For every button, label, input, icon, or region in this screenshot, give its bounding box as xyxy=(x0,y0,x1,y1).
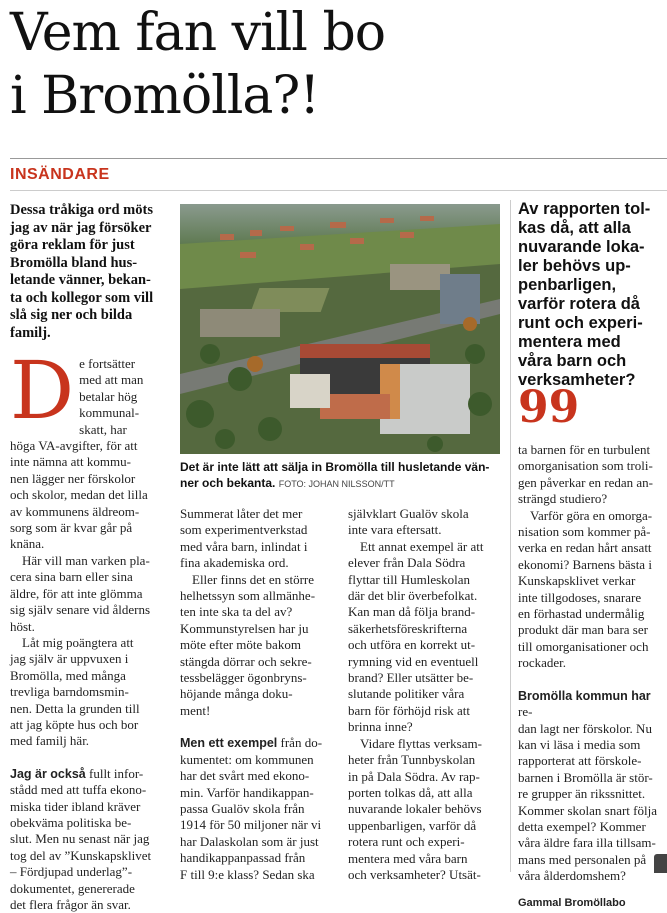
signature: Gammal Bromöllabo xyxy=(518,896,626,909)
text-line: nuvarande lokaler behövs xyxy=(348,801,482,817)
text-line: e fortsätter xyxy=(79,356,136,371)
paragraph xyxy=(518,688,667,885)
section-label: INSÄNDARE xyxy=(10,166,110,183)
text-line: min. Varför handikappan- xyxy=(180,784,314,800)
text-line: brinna inne? xyxy=(348,719,413,735)
text-line: har Dalaskolan som är just xyxy=(180,833,319,849)
text-line: Vidare flyttas verksam- xyxy=(360,735,482,751)
text-line: uppenbarligen, varför då xyxy=(348,817,477,833)
paragraph xyxy=(518,442,667,508)
text-line: Här vill man varken pla- xyxy=(22,552,150,568)
text-line: mans med personalen på xyxy=(518,851,647,867)
text-line: inte nämna att kommu- xyxy=(10,454,131,470)
text-line: stådd med att tuffa ekono- xyxy=(10,782,147,798)
lead-line: göra reklam för just xyxy=(10,237,135,253)
headline xyxy=(10,2,470,128)
text-line: ten inte ska ta del av? xyxy=(180,604,293,620)
text-line: Kunskapsklivet verkar xyxy=(518,573,636,589)
pull-quote-line: Av rapporten tol- xyxy=(518,200,651,218)
text-line: och utföra en korrekt ut- xyxy=(348,637,476,653)
photo-credit: FOTO: JOHAN NILSSON/TT xyxy=(278,478,395,489)
text-line: elever från Dala Södra xyxy=(348,555,466,571)
text-line: slut. Men nu senast när jag xyxy=(10,831,150,847)
text-line: Låt mig poängtera att xyxy=(22,634,134,650)
text-line: porten tolkas då, att alla xyxy=(348,784,473,800)
page-corner xyxy=(654,854,667,873)
text-line: jag själv är uppvuxen i xyxy=(10,651,129,667)
lead-line: slå sig ner och bilda xyxy=(10,307,133,323)
text-line: nisation som kommer på- xyxy=(518,524,651,540)
lead-paragraph xyxy=(10,202,172,342)
text-line: har det svårt med ekono- xyxy=(180,768,310,784)
lead-line: familj. xyxy=(10,324,51,341)
pull-quote-line: verksamheter? xyxy=(518,371,636,389)
paragraph xyxy=(518,508,667,672)
text-line: sorg som är kvar går på xyxy=(10,520,133,536)
pull-quote-line: ler behövs up- xyxy=(518,257,631,275)
text-line: rapporterat att förskole- xyxy=(518,753,642,769)
intro-paragraph xyxy=(10,344,172,553)
text-line: till omorganisationer och xyxy=(518,638,649,654)
text-line: stängda dörrar och sekre- xyxy=(180,653,312,669)
text-line: av kommunens äldreom- xyxy=(10,503,140,519)
paragraph xyxy=(10,635,172,750)
paragraph xyxy=(10,766,172,913)
headline-line-2: i Bromölla?! xyxy=(10,66,320,126)
lead-line: jag av när jag försöker xyxy=(10,219,152,236)
text-line: F till 9:e klass? Sedan ska xyxy=(180,866,315,882)
lead-line: ta och kollegor som vill xyxy=(10,289,154,306)
text-line: med våra barn, inlindat i xyxy=(180,538,308,554)
text-line: miska tider ibland kräver xyxy=(10,798,141,814)
text-line: säkerhetsföreskrifterna xyxy=(348,620,468,636)
pull-quote-line: våra barn och xyxy=(518,352,627,370)
drop-cap: D xyxy=(10,344,75,437)
text-line: där det blir överbefolkat. xyxy=(348,588,478,604)
text-line: nen lägger ner förskolor xyxy=(10,470,136,486)
text-line: ta barnen för en turbulent xyxy=(518,442,651,457)
text-line: Bromölla, med många xyxy=(10,667,126,683)
subhead: Jag är också xyxy=(10,766,86,781)
text-line: mentera med våra barn xyxy=(348,850,468,866)
text-line: fullt infor- xyxy=(85,765,144,781)
text-line: betalar hög xyxy=(79,388,138,404)
text-line: och verksamheter? Utsät- xyxy=(348,866,481,882)
text-line: slutande politiker våra xyxy=(348,686,465,702)
text-line: produkt där man bara ser xyxy=(518,622,648,638)
subhead: Bromölla kommun har xyxy=(518,688,651,703)
column-1 xyxy=(10,202,172,913)
text-line: våra äldre fara illa tillsam- xyxy=(518,835,656,851)
text-line: nen. Detta la grunden till xyxy=(10,700,140,716)
text-line: tessbelägger ögonbryns- xyxy=(180,670,307,686)
text-line: med att man xyxy=(79,372,144,388)
text-line: rockader. xyxy=(518,655,567,671)
text-line: dokumentet, genererade xyxy=(10,880,135,896)
text-line: cera sina barn eller sina xyxy=(10,569,133,585)
text-line: inte vara eftersatt. xyxy=(348,522,442,538)
text-line: möte efter möte bakom xyxy=(180,637,301,653)
text-line: fina akademiska ord. xyxy=(180,555,289,571)
text-line: ekonomi? Barnens bästa i xyxy=(518,556,652,572)
town-aerial-photo xyxy=(180,204,500,454)
text-line: obekväma politiska be- xyxy=(10,814,132,830)
text-line: verka en redan hårt ansatt xyxy=(518,540,652,556)
column-3 xyxy=(348,506,508,883)
pull-quote-line: penbarligen, xyxy=(518,276,617,294)
text-line: omorganisation som troli- xyxy=(518,458,653,474)
text-line: kumentet: om kommunen xyxy=(180,751,314,767)
text-line: Kan man då följa brand- xyxy=(348,604,476,620)
text-line: – Fördjupad underlag”- xyxy=(10,864,133,880)
paragraph xyxy=(180,506,340,572)
text-line: Eller finns det en större xyxy=(192,571,315,587)
text-line: Kommer skolan snart följa xyxy=(518,802,657,818)
text-line: dan lagt ner förskolor. Nu xyxy=(518,720,652,736)
text-line: heter från Tunnbyskolan xyxy=(348,752,476,768)
text-line: tog del av ”Kunskapsklivet xyxy=(10,847,152,863)
text-line: detta exempel? Kommer xyxy=(518,818,646,834)
top-rule xyxy=(10,158,667,159)
text-line: ment! xyxy=(180,702,211,718)
paragraph xyxy=(10,553,172,635)
pull-quote-line: runt och experi- xyxy=(518,314,643,332)
paragraph xyxy=(348,506,508,539)
text-line: självklart Gualöv skola xyxy=(348,506,469,521)
text-line: med familj här. xyxy=(10,733,90,749)
text-line: 1914 för 50 miljoner när vi xyxy=(180,817,322,833)
text-line: re- xyxy=(518,704,533,720)
text-line: kan vi läsa i media som xyxy=(518,736,641,752)
text-line: barn för förhöjd risk att xyxy=(348,702,471,718)
text-line: in på Dala Södra. Av rap- xyxy=(348,768,480,784)
text-line: höst. xyxy=(10,618,35,634)
text-line: som experimentverkstad xyxy=(180,522,308,538)
quote-mark-icon: 99 xyxy=(518,382,580,433)
section-rule xyxy=(10,190,667,191)
text-line: från do- xyxy=(277,735,323,751)
text-line: barnen i Bromölla är stör- xyxy=(518,769,653,785)
text-line: passa Gualöv skola från xyxy=(180,800,305,816)
text-line: flyttar till Humleskolan xyxy=(348,571,471,587)
text-line: skatt, har xyxy=(79,421,127,437)
text-line: rotera runt och experi- xyxy=(348,834,465,850)
text-line: och skolor, medan det lilla xyxy=(10,487,148,503)
text-line: brand? Eller utsätter be- xyxy=(348,670,474,686)
pull-quote-line: nuvarande loka- xyxy=(518,238,645,256)
text-line: det flera frågor än svar. xyxy=(10,897,131,912)
pull-quote xyxy=(518,200,667,390)
lead-line: letande vänner, bekan- xyxy=(10,272,151,288)
pull-quote-line: kas då, att alla xyxy=(518,219,631,237)
text-line: helhetssyn som allmänhe- xyxy=(180,588,316,604)
text-line: höjande många doku- xyxy=(180,686,293,702)
paragraph xyxy=(348,736,508,884)
text-line: Kommunstyrelsen har ju xyxy=(180,620,309,636)
column-4 xyxy=(518,442,667,911)
text-line: trevliga barndomsmin- xyxy=(10,684,129,700)
text-line: gen påverkar en redan an- xyxy=(518,474,653,490)
text-line: äldre, för att inte glömma xyxy=(10,585,143,601)
pull-quote-line: mentera med xyxy=(518,333,621,351)
paragraph xyxy=(348,539,508,736)
lead-line: Bromölla bland hus- xyxy=(10,254,138,271)
text-line: att jag köpte hus och bor xyxy=(10,716,139,732)
text-line: re grupper än rikssnittet. xyxy=(518,786,646,802)
text-line: Summerat låter det mer xyxy=(180,506,303,521)
text-line: höga VA-avgifter, för att xyxy=(10,438,138,454)
text-line: Varför göra en omorga- xyxy=(530,507,653,523)
column-divider xyxy=(510,200,511,872)
text-line: strängd studiero? xyxy=(518,491,608,507)
text-line: knäna. xyxy=(10,536,45,552)
caption-text: Det är inte lätt att sälja in Bromölla till husletande vän-ner och bekanta. xyxy=(180,460,490,490)
text-line: våra ålderdomshem? xyxy=(518,868,626,884)
text-line: inte tillgodoses, snarare xyxy=(518,589,642,605)
subhead: Men ett exempel xyxy=(180,736,278,751)
text-line: handikappanpassad från xyxy=(180,850,306,866)
headline-line-1: Vem fan vill bo xyxy=(10,3,386,63)
text-line: rymning vid en eventuell xyxy=(348,653,479,669)
text-line: sig själv senare vid ålderns xyxy=(10,602,151,618)
text-line: kommunal- xyxy=(79,405,140,421)
text-line: Ett annat exempel är att xyxy=(360,538,484,554)
paragraph xyxy=(180,735,340,883)
text-line: en förhastad undermålig xyxy=(518,606,645,622)
paragraph xyxy=(180,572,340,720)
column-2 xyxy=(180,506,340,883)
pull-quote-line: varför rotera då xyxy=(518,295,640,313)
lead-line: Dessa tråkiga ord möts xyxy=(10,202,153,218)
photo-caption xyxy=(180,460,502,492)
